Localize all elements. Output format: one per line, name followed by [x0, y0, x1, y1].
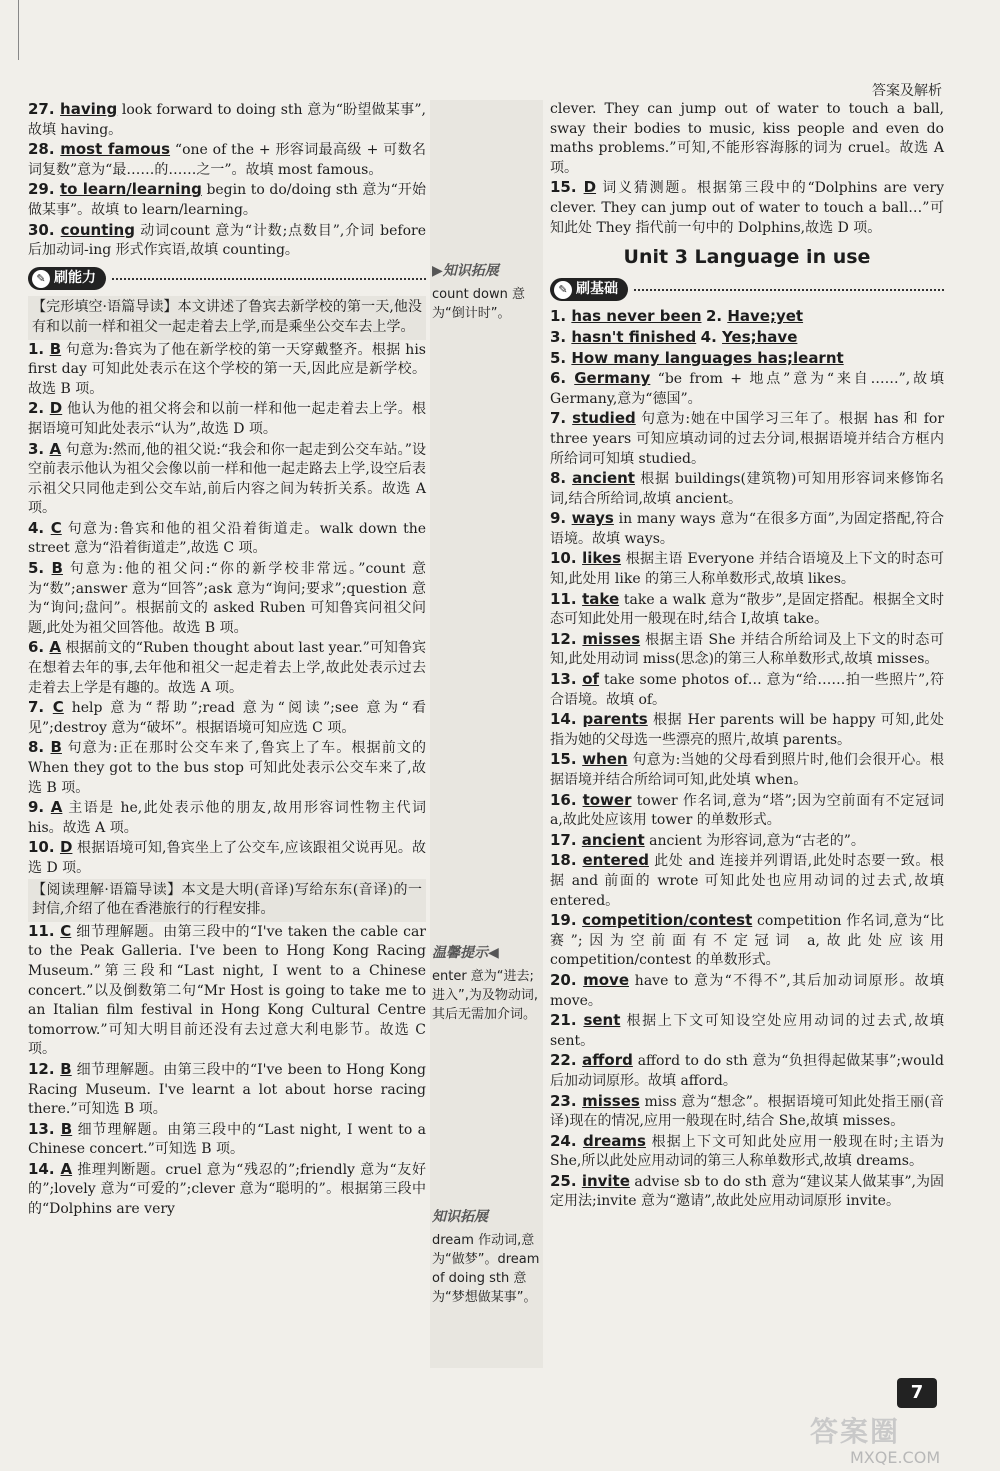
- item-explanation: clever. They can jump out of water to touch a ball, sway their bodies to music, kiss people and even do maths problems.”可知,不能形容海豚的词为 cruel。故选 A 项。: [550, 101, 944, 176]
- item-explanation: take some photos of… 意为“给……拍一些照片”,符合语境。故填 of。: [550, 672, 944, 708]
- item-number: 2.: [705, 307, 728, 326]
- item-answer: has never been: [571, 307, 702, 326]
- item-explanation: ancient 为形容词,意为“古老的”。: [649, 832, 865, 849]
- item-answer: D: [49, 399, 63, 418]
- item-explanation: 根据语境可知,鲁宾坐上了公交车,应该跟祖父说再见。故选 D 项。: [28, 840, 427, 876]
- item-number: 1.: [28, 339, 50, 358]
- section-label: 刷基础: [576, 280, 618, 297]
- item-explanation: 根据主语 Everyone 并结合语境及上下文的时态可知,此处用 like 的第三人称单数形式,故填 likes。: [550, 551, 945, 588]
- answer-list-reading: [28, 922, 426, 1220]
- item-number: 5.: [28, 559, 52, 578]
- answer-item: [550, 750, 944, 790]
- item-number: 16.: [550, 790, 583, 809]
- dotted-rule: [634, 289, 944, 291]
- reading-guide-reading: 【阅读理解·语篇导读】本文是大明(音译)写给东东(音译)的一封信,介绍了他在香港旅行的行程安排。: [28, 879, 426, 922]
- answer-item: [28, 698, 426, 738]
- margin-line: [18, 0, 19, 60]
- item-answer: ancient: [572, 469, 635, 488]
- item-answer: Germany: [574, 369, 651, 388]
- answer-item: [28, 922, 426, 1060]
- answer-item: [550, 831, 944, 852]
- item-answer: C: [60, 921, 72, 940]
- item-number: 10.: [550, 549, 583, 568]
- note-title: ▶知识拓展: [432, 263, 499, 279]
- answer-item: [28, 519, 426, 559]
- item-explanation: competition 作名词,意为“比赛”;因为空前面有不定冠词 a,故此处应该用 competition/contest 的单数形式。: [550, 913, 944, 969]
- item-explanation: 句意为:当她的父母看到照片时,他们会很开心。根据语境并结合所给词可知,此处填 when。: [550, 752, 945, 788]
- item-number: 6.: [550, 369, 575, 388]
- unit-title: Unit 3 Language in use: [623, 246, 871, 269]
- answer-item: [550, 851, 944, 911]
- item-explanation: tower 作名词,意为“塔”;因为空前面有不定冠词 a,故此处应该用 tower 的单数形式。: [550, 792, 945, 829]
- item-answer: misses: [582, 1091, 640, 1110]
- item-answer: afford: [582, 1051, 633, 1070]
- item-explanation: 他认为他的祖父将会和以前一样和他一起走着去上学。根据语境可知此处表示“认为”,故选 D 项。: [28, 401, 426, 437]
- item-number: 21.: [550, 1011, 584, 1030]
- item-number: 13.: [28, 1119, 61, 1138]
- item-number: 18.: [550, 851, 583, 870]
- item-answer: ways: [571, 509, 614, 528]
- answer-item: [550, 549, 944, 589]
- answer-item: [550, 100, 944, 178]
- item-explanation: begin to do/doing sth 意为“开始做某事”。故填 to learn/learning。: [28, 182, 427, 218]
- item-number: 12.: [550, 629, 583, 648]
- item-answer: to learn/learning: [59, 180, 202, 199]
- item-answer: Yes;have: [722, 327, 798, 346]
- item-explanation: take a walk 意为“散步”,是固定搭配。根据全文时态可知此处用一般现在时,结合 I,故填 take。: [550, 591, 944, 628]
- item-answer: dreams: [582, 1131, 646, 1150]
- item-number: 15.: [550, 178, 584, 197]
- note-title: 温馨提示◀: [432, 945, 499, 961]
- item-answer: C: [52, 698, 64, 717]
- answer-item: [550, 1132, 944, 1172]
- watermark-url: MXQE.COM: [850, 1448, 941, 1467]
- section-label: 刷能力: [54, 269, 96, 286]
- item-explanation: look forward to doing sth 意为“盼望做某事”,故填 having。: [28, 102, 426, 138]
- item-answer: misses: [582, 629, 641, 648]
- item-number: 9.: [28, 798, 51, 817]
- item-answer: A: [49, 638, 62, 657]
- item-explanation: help 意为“帮助”;read 意为“阅读”;see 意为“看见”;destroy 意为“破坏”。根据语境可知应选 C 项。: [28, 700, 426, 736]
- note-tip: [432, 944, 540, 1024]
- item-explanation: 句意为:鲁宾和他的祖父沿着街道走。walk down the street 意为“沿着街道走”,故选 C 项。: [28, 520, 427, 557]
- answer-item: [550, 369, 944, 409]
- answer-list-basic: [550, 369, 944, 1212]
- item-number: 7.: [28, 698, 53, 717]
- item-answer: competition/contest: [582, 911, 753, 930]
- item-number: 14.: [550, 710, 583, 729]
- right-column: [550, 100, 944, 1212]
- item-number: 22.: [550, 1051, 583, 1070]
- section-ability: [28, 267, 426, 291]
- answer-item: [28, 440, 426, 519]
- item-number: 9.: [550, 509, 572, 528]
- item-answer: tower: [582, 790, 632, 809]
- item-explanation: 动词count 意为“计数;点数目”,介词 before 后加动词-ing 形式作宾语,故填 counting。: [28, 222, 427, 259]
- item-explanation: afford to do sth 意为“负担得起做某事”;would 后加动词原形。故填 afford。: [550, 1053, 944, 1089]
- item-number: 28.: [28, 140, 61, 159]
- item-number: 11.: [28, 921, 61, 940]
- item-number: 4.: [28, 518, 51, 537]
- answer-item: [28, 180, 426, 220]
- answer-item: [550, 409, 944, 469]
- section-basic: [550, 278, 944, 302]
- item-number: 7.: [550, 409, 573, 428]
- answer-item: [28, 1160, 426, 1220]
- answer-item: [550, 791, 944, 831]
- watermark: 答案圈: [810, 1415, 901, 1448]
- item-number: 17.: [550, 830, 582, 849]
- note-text: enter 意为“进去;进入”,为及物动词,其后无需加介词。: [432, 969, 538, 1022]
- page-header: 答案及解析: [872, 83, 942, 99]
- answer-item: [28, 1060, 426, 1120]
- item-number: 5.: [550, 348, 572, 367]
- answer-item: [28, 638, 426, 698]
- answer-item: [550, 469, 944, 509]
- item-number: 3.: [550, 327, 572, 346]
- item-answer: move: [583, 970, 630, 989]
- item-number: 30.: [28, 220, 61, 239]
- item-number: 8.: [550, 469, 573, 488]
- answer-list-top: [28, 100, 426, 261]
- item-explanation: 根据上下文可知设空处应用动词的过去式,故填 sent。: [550, 1013, 945, 1049]
- item-answer: B: [60, 1059, 72, 1078]
- answer-item: [550, 178, 944, 238]
- item-explanation: miss 意为“想念”。根据语境可知此处指王丽(音译)现在的情况,应用一般现在时,结合 She,故填 misses。: [550, 1093, 945, 1130]
- item-number: 12.: [28, 1059, 61, 1078]
- answer-item: [28, 738, 426, 798]
- item-number: 23.: [550, 1091, 583, 1110]
- item-explanation: 根据主语 She 并结合所给词及上下文的时态可知,此处用动词 miss(思念)的第三人称单数形式,故填 misses。: [550, 631, 945, 668]
- answer-item: [28, 399, 426, 439]
- answer-item: [28, 559, 426, 638]
- note-knowledge-1: [432, 262, 540, 323]
- item-number: 14.: [28, 1159, 61, 1178]
- dotted-rule: [112, 278, 426, 280]
- answer-item: [28, 1120, 426, 1160]
- answer-item: [550, 509, 944, 549]
- item-number: 13.: [550, 670, 583, 689]
- item-answer: most famous: [60, 140, 171, 159]
- answer-list-short: [550, 307, 944, 369]
- item-answer: Have;yet: [727, 307, 804, 326]
- answer-item: [550, 630, 944, 670]
- answer-item: [550, 971, 944, 1011]
- item-explanation: 句意为:正在那时公交车来了,鲁宾上了车。根据前文的 When they got to the bus stop 可知此处表示公交车来了,故选 B 项。: [28, 740, 426, 796]
- answer-item: [550, 1011, 944, 1051]
- item-answer: of: [582, 670, 600, 689]
- note-title: 知识拓展: [432, 1209, 488, 1225]
- item-explanation: 细节理解题。由第三段中的“I've been to Hong Kong Racing Museum. I've learnt a lot about horse racing there.”可知选 B 项。: [28, 1061, 427, 1118]
- item-answer: C: [50, 518, 62, 537]
- answer-item: [550, 911, 944, 971]
- answer-item: [550, 1172, 944, 1212]
- item-answer: sent: [583, 1011, 621, 1030]
- item-answer: A: [49, 439, 62, 458]
- item-answer: take: [582, 589, 620, 608]
- item-explanation: 根据 Her parents will be happy 可知,此处指为她的父母选一些漂亮的照片,故填 parents。: [550, 712, 945, 748]
- note-text: count down 意为“倒计时”。: [432, 287, 526, 321]
- item-explanation: 句意为:鲁宾为了他在新学校的第一天穿戴整齐。根据 his first day 可知此处表示在这个学校的第一天,因此应是新学校。故选 B 项。: [28, 341, 426, 397]
- item-explanation: “one of the + 形容词最高级 + 可数名词复数”意为“最……的……之一”。故填 most famous。: [28, 142, 427, 178]
- answer-item: [28, 838, 426, 878]
- item-explanation: 词义猜测题。根据第三段中的“Dolphins are very clever. They can jump out of water to touch a ball…”可知此处 They 指代前一句中的 Dolphins,故选 D 项。: [550, 180, 945, 236]
- answer-item: [550, 710, 944, 750]
- item-number: 10.: [28, 838, 60, 857]
- item-answer: B: [49, 339, 62, 358]
- item-number: 29.: [28, 180, 60, 199]
- item-answer: hasn't finished: [571, 327, 697, 346]
- answer-item: [28, 340, 426, 400]
- item-answer: D: [583, 178, 597, 197]
- answer-list-cloze: [28, 340, 426, 879]
- item-explanation: 主语是 he,此处表示他的朋友,故用形容词性物主代词 his。故选 A 项。: [28, 800, 426, 836]
- item-number: 3.: [28, 439, 50, 458]
- answer-item: [28, 798, 426, 838]
- answer-item: [550, 590, 944, 630]
- item-number: 4.: [700, 327, 723, 346]
- item-explanation: 句意为:然而,他的祖父说:“我会和你一起走到公交车站。”设空前表示他认为祖父会像以前一样和他一起走路去上学,设空后表示祖父只同他走到公交车站,前后内容之间为转折关系。故选 A 项。: [28, 441, 427, 517]
- answer-row: [550, 328, 944, 349]
- answer-item: [550, 1051, 944, 1091]
- answer-list-continued: [550, 100, 944, 238]
- item-answer: invite: [581, 1171, 630, 1190]
- section-badge: [550, 278, 628, 302]
- item-number: 15.: [550, 750, 583, 769]
- item-number: 8.: [28, 738, 51, 757]
- item-explanation: 细节理解题。由第三段中的“I've taken the cable car to the Peak Galleria. I've been to Hong Kong Racing Museum.”第三段和“Last night, I went to a Chinese concert.”以及倒数第二句“Mr Host is going to take me to an Italian film festival in Hong Kong Cultural Centre tomorrow.”可知大明目前还没有去过意大利电影节。故选 C 项。: [28, 923, 426, 1058]
- answer-item: [28, 100, 426, 140]
- item-explanation: 根据上下文可知此处应用一般现在时;主语为 She,所以此处应用动词的第三人称单数形式,故填 dreams。: [550, 1133, 945, 1170]
- item-explanation: 根据 buildings(建筑物)可知用形容词来修饰名词,结合所给词,故填 ancient。: [550, 471, 945, 507]
- item-number: 25.: [550, 1171, 582, 1190]
- item-explanation: 推理判断题。cruel 意为“残忍的”;friendly 意为“友好的”;lovely 意为“可爱的”;clever 意为“聪明的”。根据第三段中的“Dolphins are very: [28, 1161, 426, 1218]
- item-explanation: 细节理解题。由第三段中的“Last night, I went to a Chinese concert.”可知选 B 项。: [28, 1121, 426, 1158]
- item-answer: ancient: [581, 830, 645, 849]
- item-answer: entered: [582, 851, 649, 870]
- answer-item: [28, 140, 426, 180]
- left-column: [28, 100, 426, 1220]
- item-number: 6.: [28, 638, 50, 657]
- pen-icon: ✎: [32, 270, 50, 288]
- item-explanation: have to 意为“不得不”,其后加动词原形。故填 move。: [550, 972, 944, 1009]
- note-knowledge-2: [432, 1208, 540, 1307]
- answer-item: [550, 670, 944, 710]
- reading-guide-cloze: 【完形填空·语篇导读】本文讲述了鲁宾去新学校的第一天,他没有和以前一样和祖父一起走着去上学,而是乘坐公交车去上学。: [28, 296, 426, 339]
- answer-row: [550, 349, 944, 370]
- item-answer: when: [582, 750, 628, 769]
- section-badge: [28, 267, 106, 291]
- item-answer: D: [59, 838, 73, 857]
- item-answer: parents: [582, 710, 648, 729]
- item-answer: A: [60, 1159, 73, 1178]
- item-answer: counting: [60, 220, 135, 239]
- item-answer: having: [60, 100, 118, 118]
- item-number: 20.: [550, 970, 584, 989]
- item-answer: B: [51, 559, 63, 578]
- item-number: 1.: [550, 307, 572, 326]
- item-answer: B: [60, 1119, 73, 1138]
- item-explanation: “be from + 地点”意为“来自……”,故填 Germany,意为“德国”。: [550, 371, 944, 407]
- item-answer: A: [50, 798, 63, 817]
- note-text: dream 作动词,意为“做梦”。dream of doing sth 意为“梦想做某事”。: [432, 1233, 540, 1305]
- answer-item: [550, 1092, 944, 1132]
- answer-row: [550, 307, 944, 328]
- item-number: 19.: [550, 911, 583, 930]
- item-explanation: 此处 and 连接并列谓语,此处时态要一致。根据 and 前面的 wrote 可知此处也应用动词的过去式,故填 entered。: [550, 853, 945, 909]
- item-explanation: advise sb to do sth 意为“建议某人做某事”,为固定用法;invite 意为“邀请”,故此处应用动词原形 invite。: [550, 1173, 945, 1210]
- item-explanation: 句意为:他的祖父问:“你的新学校非常远。”count 意为“数”;answer 意为“回答”;ask 意为“询问;要求”;question 意为“询问;盘问”。根据前文的 asked Ruben 可知鲁宾问祖父问题,此处为祖父回答他。故选 B 项。: [28, 561, 427, 636]
- item-explanation: 句意为:她在中国学习三年了。根据 has 和 for three years 可知应填动词的过去分词,根据语境并结合方框内所给词可知填 studied。: [550, 411, 945, 467]
- page-number: 7: [897, 1378, 937, 1408]
- item-answer: How many languages has;learnt: [571, 348, 844, 367]
- pen-icon: ✎: [554, 281, 572, 299]
- item-answer: B: [50, 738, 62, 757]
- item-answer: studied: [572, 409, 636, 428]
- item-answer: likes: [582, 549, 622, 568]
- item-number: 11.: [550, 589, 583, 608]
- item-explanation: 根据前文的“Ruben thought about last year.”可知鲁宾在想着去年的事,去年他和祖父一起走着去上学,故此处表示过去走着去上学是有趣的。故选 A 项。: [28, 640, 427, 696]
- item-number: 24.: [550, 1131, 583, 1150]
- answer-item: [28, 221, 426, 261]
- item-number: 2.: [28, 399, 50, 418]
- item-number: 27.: [28, 100, 61, 118]
- item-explanation: in many ways 意为“在很多方面”,为固定搭配,符合语境。故填 ways。: [550, 511, 944, 547]
